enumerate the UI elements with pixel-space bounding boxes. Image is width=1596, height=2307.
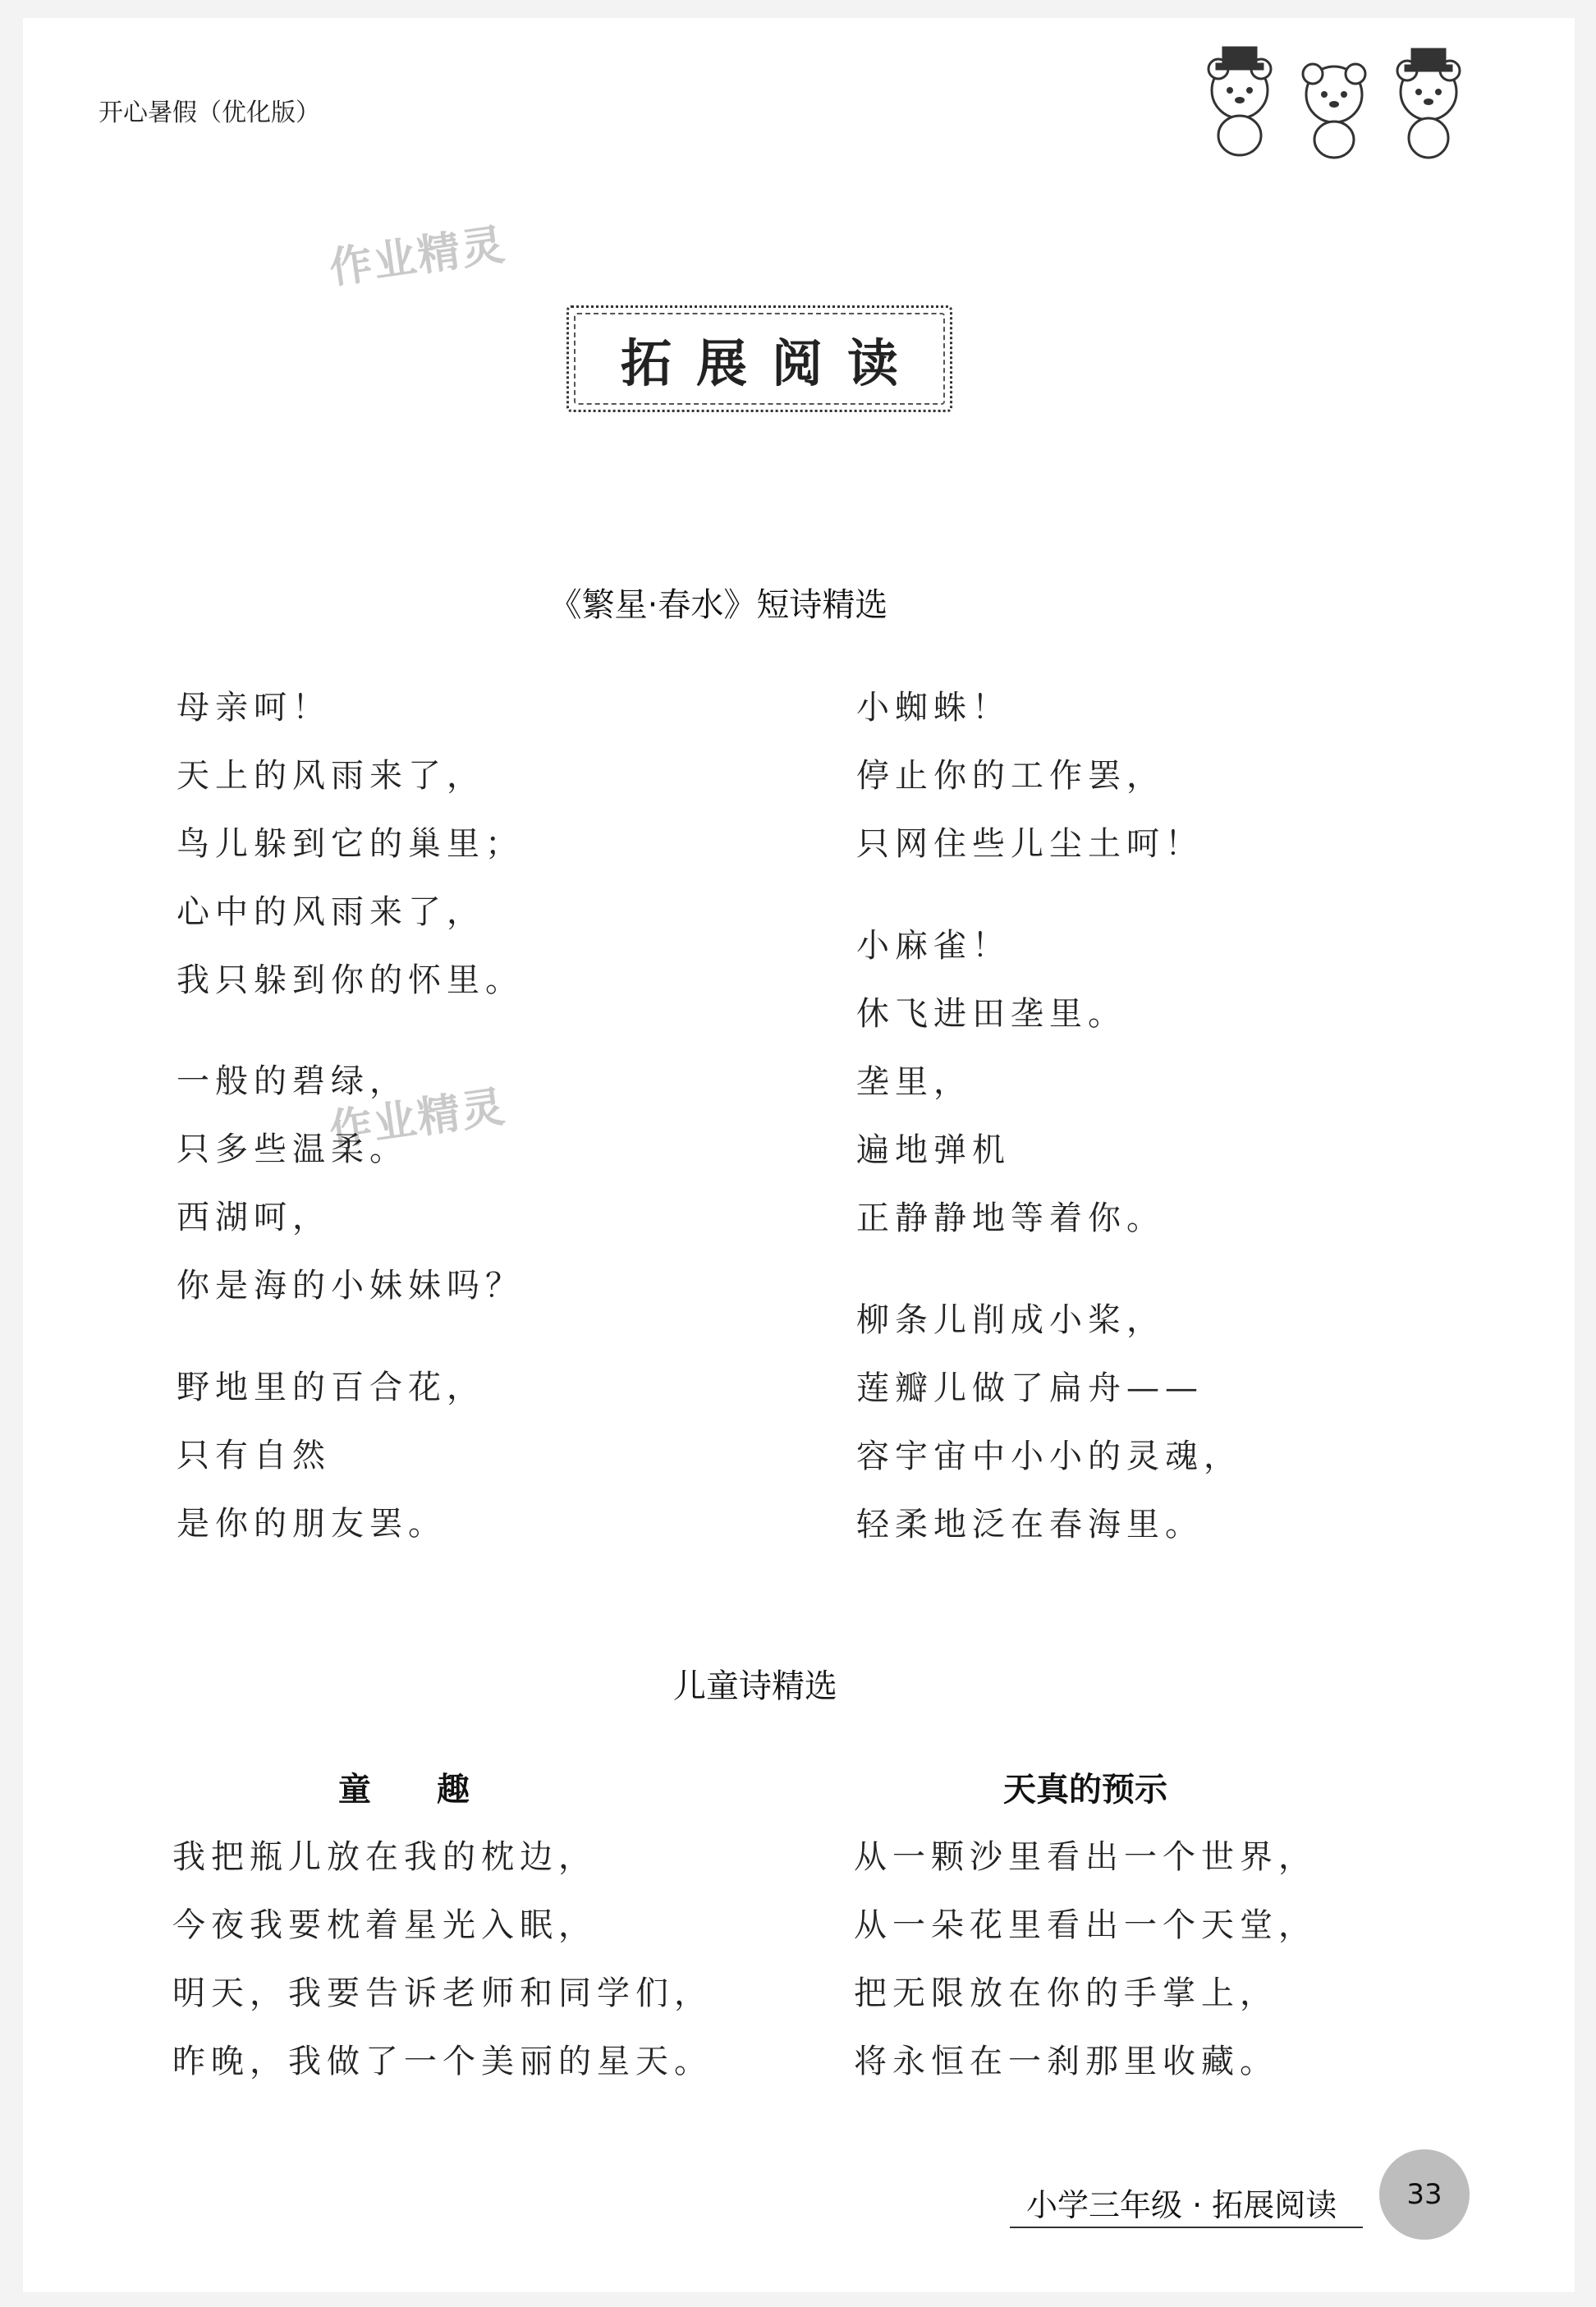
- section-title: 《繁星·春水》短诗精选: [548, 586, 888, 624]
- poem-line: 我把瓶儿放在我的枕边，: [172, 1838, 597, 1876]
- page-number: 33: [1379, 2149, 1470, 2240]
- poem-line: 只有自然: [177, 1437, 331, 1475]
- poem-line: 停止你的工作罢，: [856, 757, 1165, 795]
- poem-line: 我只躲到你的怀里。: [177, 961, 524, 999]
- poem-line: 鸟儿躲到它的巢里；: [177, 825, 524, 863]
- poem-line: 今夜我要枕着星光入眠，: [172, 1906, 597, 1944]
- poem-line: 小蜘蛛！: [856, 689, 1011, 727]
- poem-line: 从一朵花里看出一个天堂，: [854, 1906, 1317, 1944]
- poem-line: 天上的风雨来了，: [177, 757, 485, 795]
- poem-line: 从一颗沙里看出一个世界，: [854, 1838, 1317, 1876]
- poem-line: 只多些温柔。: [177, 1131, 408, 1168]
- main-title: 拓展阅读: [566, 305, 952, 412]
- poem-line: 西湖呵，: [177, 1199, 331, 1236]
- section-title: 儿童诗精选: [673, 1667, 837, 1705]
- poem-line: 只网住些儿尘土呵！: [856, 825, 1204, 863]
- poem-line: 将永恒在一刹那里收藏。: [854, 2043, 1278, 2080]
- poem-line: 是你的朋友罢。: [177, 1505, 447, 1543]
- poem-line: 母亲呵！: [177, 689, 331, 727]
- poem-line: 昨晚，我做了一个美丽的星天。: [172, 2043, 713, 2080]
- footer-label: 小学三年级 · 拓展阅读: [1026, 2187, 1337, 2223]
- book-title: 开心暑假（优化版）: [99, 99, 320, 127]
- bear-mascots-illustration: [1190, 33, 1478, 164]
- poem-title: 童 趣: [338, 1771, 470, 1809]
- poem-line: 遍地弹机: [856, 1131, 1011, 1169]
- poem-line: 莲瓣儿做了扁舟——: [856, 1369, 1204, 1407]
- poem-line: 你是海的小妹妹吗？: [177, 1267, 524, 1305]
- poem-line: 野地里的百合花，: [177, 1369, 485, 1406]
- poem-line: 休飞进田垄里。: [856, 995, 1126, 1033]
- poem-line: 容宇宙中小小的灵魂，: [856, 1438, 1242, 1475]
- poem-line: 一般的碧绿，: [177, 1062, 408, 1100]
- poem-line: 把无限放在你的手掌上，: [854, 1974, 1278, 2012]
- poem-line: 柳条儿削成小桨，: [856, 1301, 1165, 1339]
- poem-line: 轻柔地泛在春海里。: [856, 1506, 1204, 1543]
- poem-line: 垄里，: [856, 1063, 972, 1101]
- poem-line: 正静静地等着你。: [856, 1199, 1165, 1237]
- poem-title: 天真的预示: [1003, 1771, 1167, 1809]
- poem-line: 明天，我要告诉老师和同学们，: [172, 1974, 713, 2012]
- watermark: 作业精灵: [326, 220, 509, 294]
- poem-line: 心中的风雨来了，: [177, 893, 485, 931]
- footer-divider: [1010, 2227, 1363, 2228]
- poem-line: 小麻雀！: [856, 927, 1011, 965]
- watermark: 作业精灵: [326, 1082, 509, 1156]
